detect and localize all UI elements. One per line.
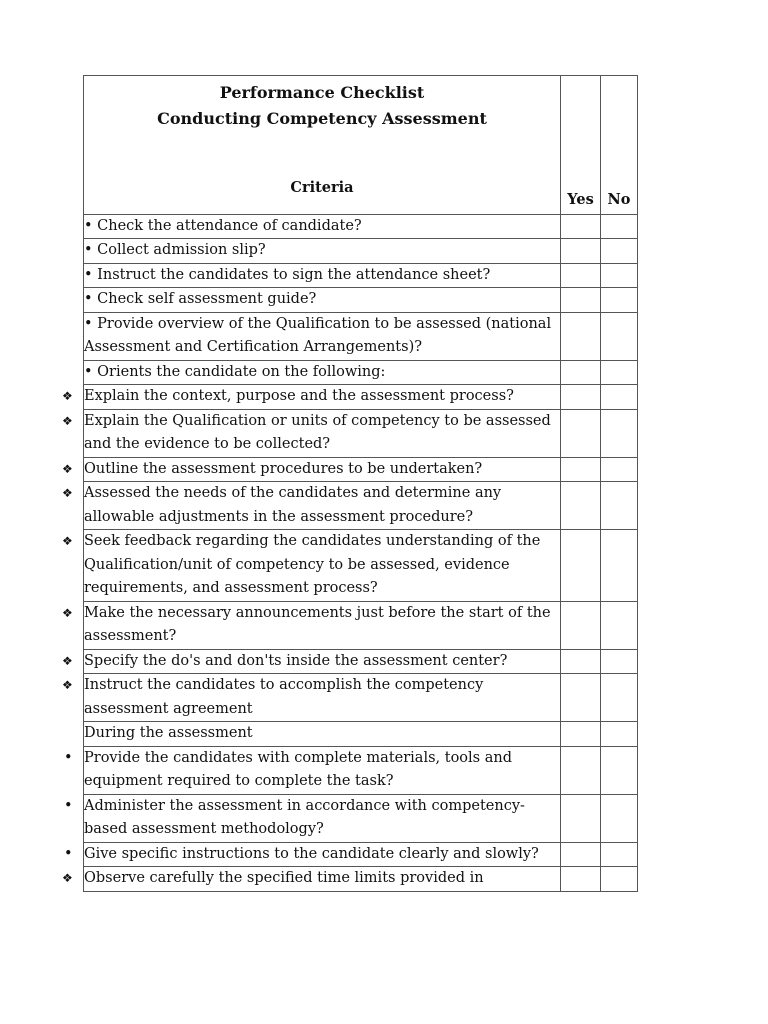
- yes-checkbox-cell[interactable]: [561, 746, 601, 794]
- yes-header: Yes: [561, 76, 601, 215]
- criteria-text: Provide the candidates with complete materials, tools and equipment required to complete the task?: [84, 749, 512, 789]
- criteria-cell: [62, 530, 561, 602]
- criteria-text: Observe carefully the specified time limits provided in: [84, 870, 484, 886]
- table-row: [84, 794, 638, 842]
- yes-checkbox-cell[interactable]: [561, 457, 601, 482]
- bullet-icon: •: [64, 797, 73, 814]
- criteria-cell: [64, 746, 561, 794]
- diamond-bullet-icon: ❖: [62, 389, 73, 403]
- no-checkbox-cell[interactable]: [601, 409, 638, 457]
- criteria-cell: [62, 674, 561, 722]
- yes-checkbox-cell[interactable]: [561, 385, 601, 410]
- no-checkbox-cell[interactable]: [601, 530, 638, 602]
- criteria-cell: [84, 360, 561, 385]
- no-checkbox-cell[interactable]: [601, 746, 638, 794]
- no-checkbox-cell[interactable]: [601, 457, 638, 482]
- yes-checkbox-cell[interactable]: [561, 530, 601, 602]
- yes-checkbox-cell[interactable]: [561, 409, 601, 457]
- no-checkbox-cell[interactable]: [601, 649, 638, 674]
- criteria-cell: [62, 385, 561, 410]
- yes-checkbox-cell[interactable]: [561, 674, 601, 722]
- no-checkbox-cell[interactable]: [601, 794, 638, 842]
- no-checkbox-cell[interactable]: [601, 601, 638, 649]
- diamond-bullet-icon: ❖: [62, 871, 73, 885]
- criteria-text: Assessed the needs of the candidates and determine any allowable adjustments in the assessment procedure?: [84, 485, 502, 525]
- diamond-bullet-icon: ❖: [62, 534, 73, 548]
- criteria-cell: [84, 214, 561, 239]
- diamond-bullet-icon: ❖: [62, 461, 73, 476]
- criteria-text: Instruct the candidates to accomplish the competency assessment agreement: [84, 677, 484, 717]
- criteria-cell: [62, 457, 561, 482]
- criteria-text: Give specific instructions to the candidate clearly and slowly?: [84, 845, 539, 862]
- checklist-title: Performance Checklist: [219, 83, 425, 102]
- header-criteria-cell: [84, 76, 561, 215]
- criteria-cell: [84, 312, 561, 360]
- no-checkbox-cell[interactable]: [601, 312, 638, 360]
- table-row: [84, 482, 638, 530]
- table-row: [84, 409, 638, 457]
- criteria-text: • Collect admission slip?: [84, 242, 266, 258]
- criteria-cell: [84, 722, 561, 747]
- bullet-icon: •: [64, 749, 73, 766]
- criteria-cell: [62, 867, 561, 892]
- no-checkbox-cell[interactable]: [601, 867, 638, 892]
- table-row: [84, 674, 638, 722]
- diamond-bullet-icon: ❖: [62, 653, 73, 668]
- table-row: [84, 385, 638, 410]
- criteria-text: Outline the assessment procedures to be undertaken?: [84, 460, 483, 477]
- criteria-text: • Instruct the candidates to sign the attendance sheet?: [84, 266, 491, 283]
- yes-checkbox-cell[interactable]: [561, 214, 601, 239]
- criteria-text: Explain the Qualification or units of competency to be assessed and the evidence to be collected?: [84, 412, 551, 452]
- criteria-text: • Check the attendance of candidate?: [84, 217, 362, 234]
- yes-checkbox-cell[interactable]: [561, 867, 601, 892]
- criteria-text: Make the necessary announcements just before the start of the assessment?: [84, 604, 551, 644]
- yes-checkbox-cell[interactable]: [561, 794, 601, 842]
- diamond-bullet-icon: ❖: [62, 486, 73, 500]
- table-row: [84, 288, 638, 313]
- yes-checkbox-cell[interactable]: [561, 601, 601, 649]
- no-checkbox-cell[interactable]: [601, 214, 638, 239]
- table-row: [84, 842, 638, 867]
- yes-checkbox-cell[interactable]: [561, 482, 601, 530]
- table-row: [84, 722, 638, 747]
- yes-checkbox-cell[interactable]: [561, 722, 601, 747]
- performance-checklist-table: [62, 75, 638, 892]
- no-checkbox-cell[interactable]: [601, 842, 638, 867]
- criteria-text: Specify the do's and don'ts inside the assessment center?: [84, 652, 508, 669]
- table-row: [84, 239, 638, 264]
- diamond-bullet-icon: ❖: [62, 413, 73, 428]
- no-checkbox-cell[interactable]: [601, 385, 638, 410]
- criteria-cell: [64, 842, 561, 867]
- table-row: [84, 263, 638, 288]
- criteria-header: Criteria: [290, 179, 354, 196]
- criteria-text: Seek feedback regarding the candidates understanding of the Qualification/unit of competency to be assessed, evidence requirements, and assessment process?: [84, 533, 541, 596]
- yes-checkbox-cell[interactable]: [561, 842, 601, 867]
- criteria-text: • Orients the candidate on the following:: [84, 363, 386, 380]
- table-row: [84, 530, 638, 602]
- no-checkbox-cell[interactable]: [601, 288, 638, 313]
- criteria-text: During the assessment: [84, 725, 253, 741]
- no-header: No: [601, 76, 638, 215]
- criteria-cell: [62, 409, 561, 457]
- criteria-text: Explain the context, purpose and the assessment process?: [84, 388, 514, 404]
- criteria-text: Administer the assessment in accordance with competency-based assessment methodology?: [84, 797, 525, 837]
- table-row: [84, 601, 638, 649]
- no-checkbox-cell[interactable]: [601, 482, 638, 530]
- no-checkbox-cell[interactable]: [601, 722, 638, 747]
- criteria-text: • Provide overview of the Qualification to be assessed (national Assessment and Certification Arrangements)?: [84, 315, 552, 355]
- bullet-icon: •: [64, 845, 73, 862]
- criteria-cell: [62, 601, 561, 649]
- no-checkbox-cell[interactable]: [601, 674, 638, 722]
- yes-checkbox-cell[interactable]: [561, 649, 601, 674]
- table-row: [84, 360, 638, 385]
- diamond-bullet-icon: ❖: [62, 605, 73, 620]
- no-checkbox-cell[interactable]: [601, 360, 638, 385]
- no-checkbox-cell[interactable]: [601, 263, 638, 288]
- yes-checkbox-cell[interactable]: [561, 239, 601, 264]
- table-row: [84, 746, 638, 794]
- criteria-cell: [64, 794, 561, 842]
- table-row: [84, 312, 638, 360]
- criteria-cell: [62, 649, 561, 674]
- criteria-text: • Check self assessment guide?: [84, 291, 317, 307]
- table-row: [84, 214, 638, 239]
- table-row: [84, 649, 638, 674]
- checklist-subtitle: Conducting Competency Assessment: [157, 109, 487, 128]
- diamond-bullet-icon: ❖: [62, 678, 73, 692]
- criteria-cell: [84, 239, 561, 264]
- criteria-cell: [84, 288, 561, 313]
- yes-checkbox-cell[interactable]: [561, 360, 601, 385]
- yes-checkbox-cell[interactable]: [561, 288, 601, 313]
- no-checkbox-cell[interactable]: [601, 239, 638, 264]
- criteria-cell: [84, 263, 561, 288]
- header-row: [84, 76, 638, 215]
- criteria-cell: [62, 482, 561, 530]
- table-row: [84, 457, 638, 482]
- table-row: [84, 867, 638, 892]
- yes-checkbox-cell[interactable]: [561, 263, 601, 288]
- yes-checkbox-cell[interactable]: [561, 312, 601, 360]
